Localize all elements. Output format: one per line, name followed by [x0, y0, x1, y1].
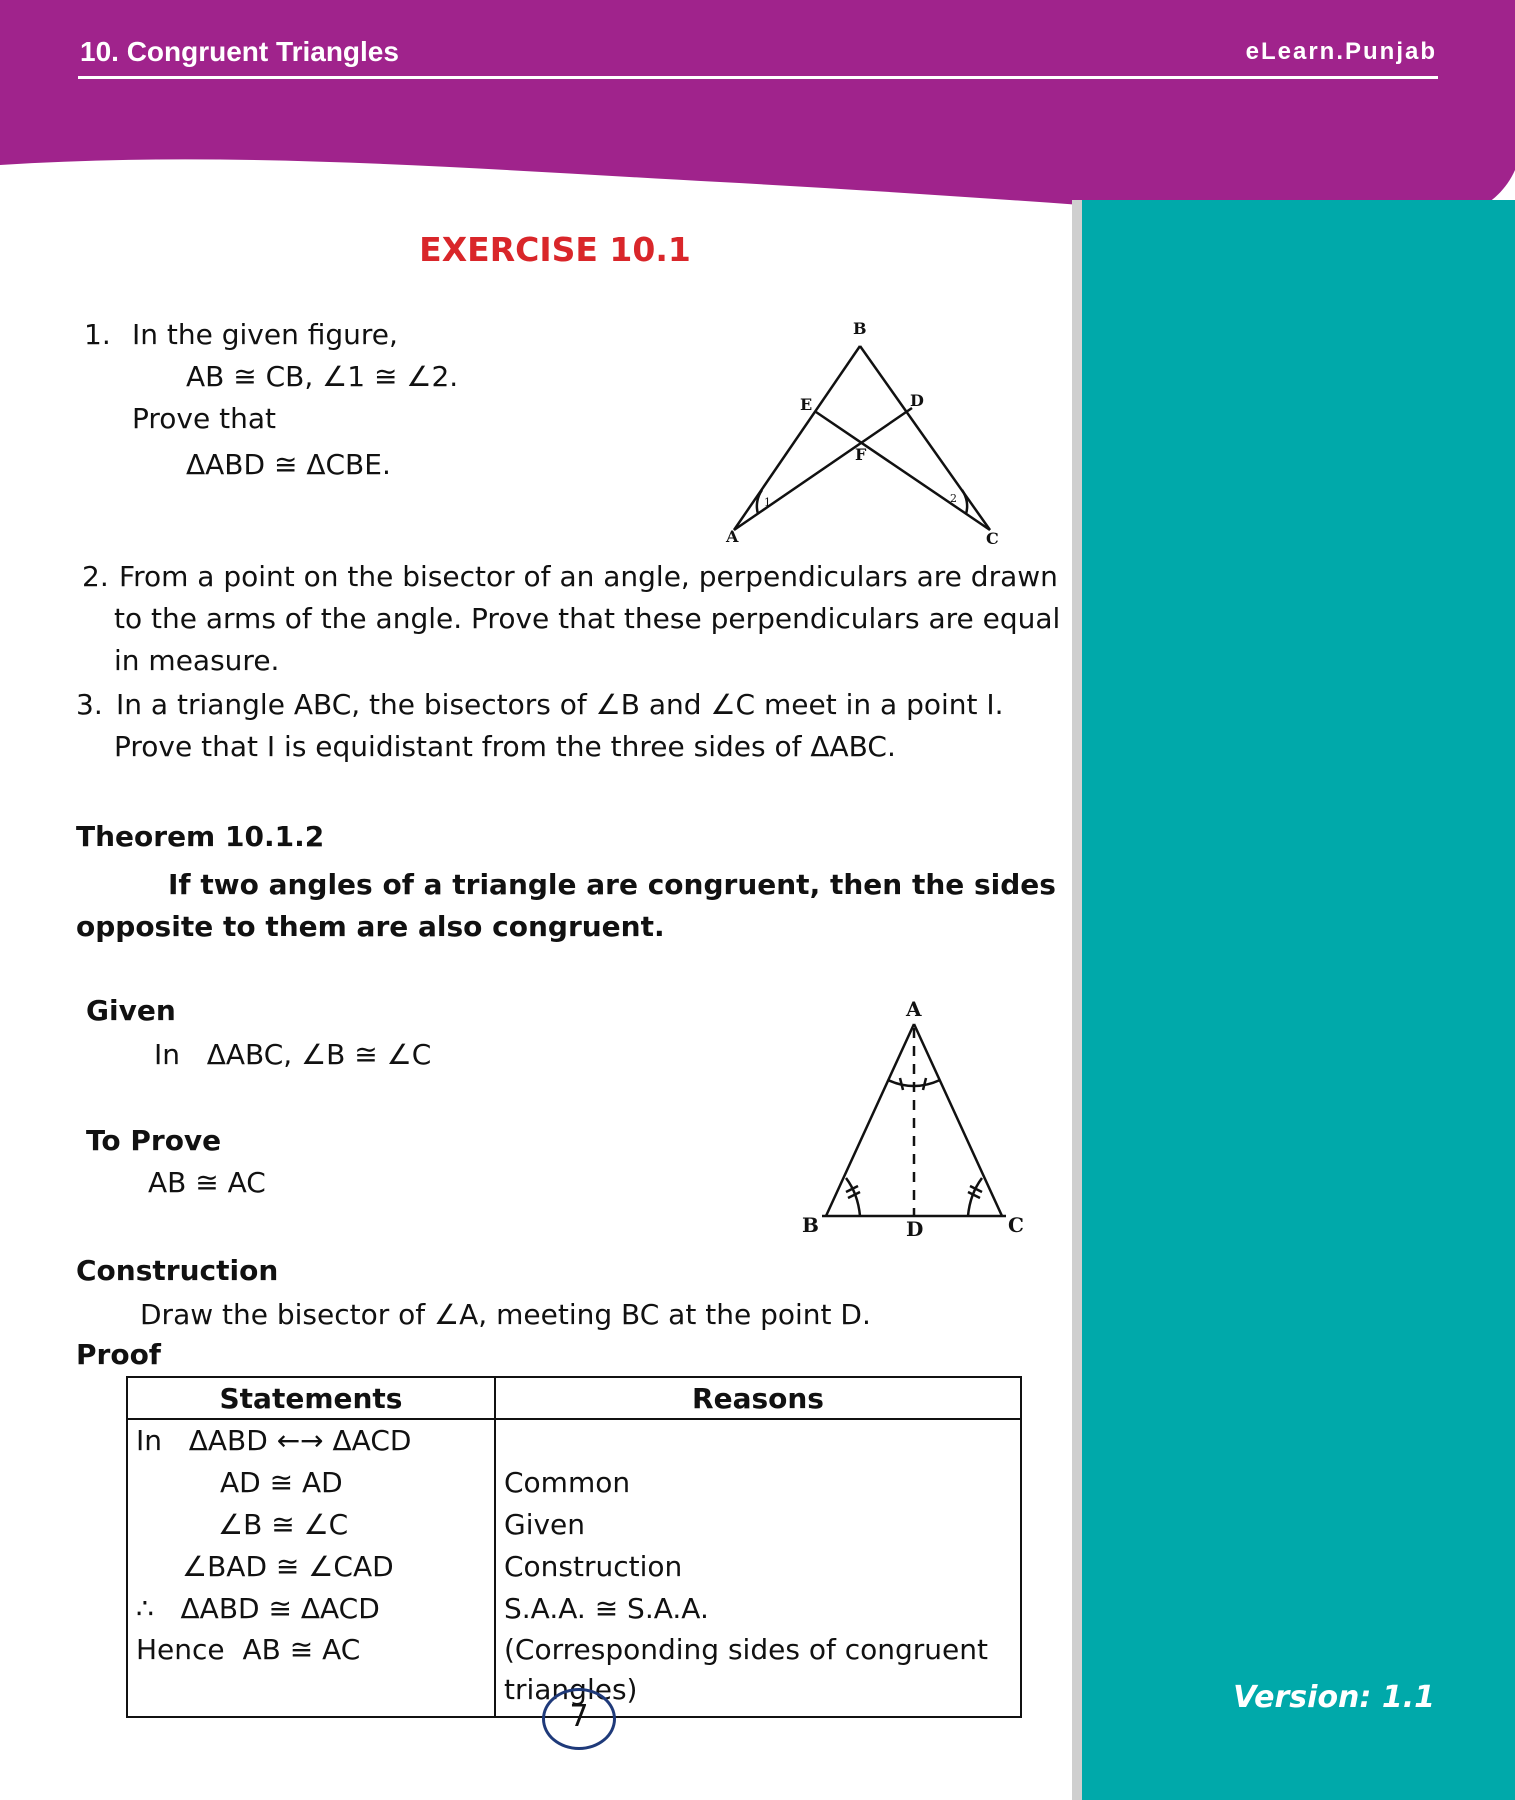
brand-logo-text: eLearn.Punjab — [1245, 38, 1437, 65]
statement-cell: ∴ ΔABD ≅ ΔACD — [127, 1588, 495, 1630]
q1-line1: In the given figure, — [132, 318, 398, 351]
fig2-label-b: B — [802, 1213, 819, 1237]
table-row — [127, 1588, 1021, 1630]
to-prove-text: AB ≅ AC — [148, 1166, 266, 1199]
figure-2-isosceles-triangle — [796, 996, 1032, 1242]
page-number: 7 — [542, 1688, 616, 1750]
proof-table-header-row — [127, 1377, 1021, 1419]
reason-cell: S.A.A. ≅ S.A.A. — [495, 1588, 1021, 1630]
table-row — [127, 1419, 1021, 1462]
version-label: Version: 1.1 — [1233, 1680, 1435, 1715]
table-row — [127, 1504, 1021, 1546]
fig1-label-b: B — [853, 319, 867, 338]
segment-bc — [860, 346, 990, 530]
fig1-label-f: F — [855, 445, 867, 464]
segment-ad — [734, 408, 912, 530]
reason-cell: Construction — [495, 1546, 1021, 1588]
to-prove-heading: To Prove — [86, 1124, 222, 1157]
fig1-label-d: D — [910, 391, 924, 410]
fig1-label-c: C — [986, 529, 999, 548]
sidebar-divider — [1072, 200, 1082, 1800]
given-heading: Given — [86, 994, 176, 1027]
exercise-title: EXERCISE 10.1 — [419, 230, 691, 269]
reason-cell: Given — [495, 1504, 1021, 1546]
proof-heading: Proof — [76, 1338, 161, 1371]
fig1-label-angle-2: 2 — [950, 492, 957, 505]
reason-cell: Common — [495, 1462, 1021, 1504]
segment-ab — [734, 346, 860, 530]
given-text: In ΔABC, ∠B ≅ ∠C — [154, 1038, 432, 1071]
q3-line2: Prove that I is equidistant from the three sides of ΔABC. — [114, 730, 896, 763]
q1-line4: ΔABD ≅ ΔCBE. — [186, 448, 391, 481]
figure-1-triangles — [718, 318, 1008, 550]
fig2-label-d: D — [906, 1217, 924, 1241]
fig1-label-e: E — [800, 395, 813, 414]
sidebar-panel — [1082, 200, 1515, 1800]
theorem-statement-line1: If two angles of a triangle are congruent, then the sides — [168, 868, 1056, 901]
table-row — [127, 1546, 1021, 1588]
reason-cell: (Corresponding sides of congruent triangles) — [495, 1630, 1021, 1717]
statements-header: Statements — [127, 1377, 495, 1419]
q2-number: 2. — [82, 560, 109, 593]
fig2-label-c: C — [1008, 1213, 1024, 1237]
theorem-statement-line2: opposite to them are also congruent. — [76, 910, 665, 943]
statement-cell: Hence AB ≅ AC — [127, 1630, 495, 1717]
q3-number: 3. — [76, 688, 103, 721]
header-divider — [78, 76, 1438, 79]
q1-line2: AB ≅ CB, ∠1 ≅ ∠2. — [186, 360, 459, 393]
table-row — [127, 1462, 1021, 1504]
q1-line3: Prove that — [132, 402, 276, 435]
proof-table — [126, 1376, 1022, 1718]
q1-number: 1. — [84, 318, 111, 351]
segment-ab — [826, 1024, 914, 1216]
q2-line3: in measure. — [114, 644, 280, 677]
construction-heading: Construction — [76, 1254, 279, 1287]
statement-cell: ∠B ≅ ∠C — [127, 1504, 495, 1546]
statement-cell: In ΔABD ←→ ΔACD — [127, 1419, 495, 1462]
statement-cell: AD ≅ AD — [127, 1462, 495, 1504]
segment-ce — [816, 412, 990, 530]
reason-cell — [495, 1419, 1021, 1462]
construction-text: Draw the bisector of ∠A, meeting BC at the point D. — [140, 1298, 871, 1331]
statement-cell: ∠BAD ≅ ∠CAD — [127, 1546, 495, 1588]
fig1-label-angle-1: 1 — [764, 496, 771, 509]
q2-line2: to the arms of the angle. Prove that these perpendiculars are equal — [114, 602, 1061, 635]
theorem-heading: Theorem 10.1.2 — [76, 820, 325, 853]
segment-ac — [914, 1024, 1002, 1216]
fig1-label-a: A — [726, 527, 739, 546]
chapter-title: 10. Congruent Triangles — [80, 36, 399, 67]
q2-line1: From a point on the bisector of an angle, perpendiculars are drawn — [119, 560, 1058, 593]
reasons-header: Reasons — [495, 1377, 1021, 1419]
fig2-label-a: A — [906, 997, 922, 1021]
q3-line1: In a triangle ABC, the bisectors of ∠B and ∠C meet in a point I. — [116, 688, 1004, 721]
